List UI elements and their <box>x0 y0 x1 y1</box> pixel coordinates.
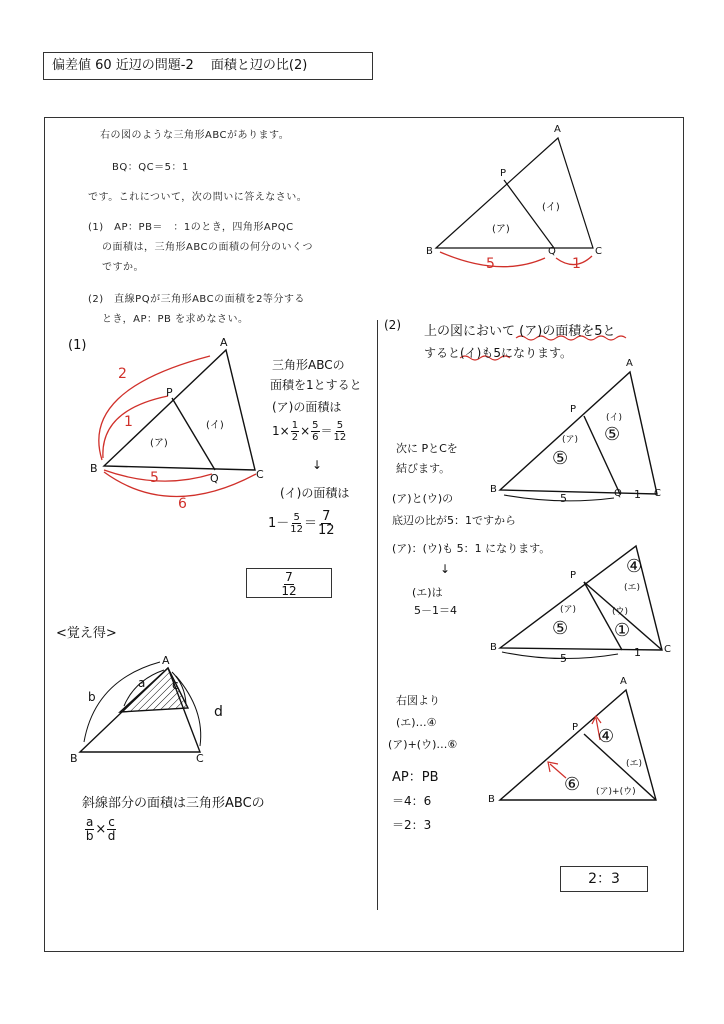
f1-region-i: (イ) <box>606 413 623 423</box>
part2-answer-box: 2：3 <box>560 866 648 892</box>
f2-label-p: P <box>570 570 577 581</box>
top-region-i: (イ) <box>542 202 560 213</box>
part2-fig1-triangle <box>500 372 657 494</box>
f2-bq: 5 <box>560 652 567 665</box>
top-label-q: Q <box>548 246 556 257</box>
memo-label-b: B <box>70 752 78 765</box>
p1-label-b: B <box>90 462 98 475</box>
f1-qc: 1 <box>634 488 641 501</box>
part2-line2: すると(イ)も5になります。 <box>424 346 573 360</box>
top-label-c: C <box>595 246 602 257</box>
p2-note8: 右図より <box>396 694 440 707</box>
memo-label-c: C <box>196 752 204 765</box>
p2-note1: 次に PとCを <box>396 442 458 455</box>
f2-val-u: ① <box>614 620 631 641</box>
top-triangle <box>436 138 593 248</box>
f2-label-c: C <box>664 644 671 655</box>
part2-line1: 上の図において (ア)の面積を5と <box>424 324 616 339</box>
p1-note3: (ア)の面積は <box>272 400 342 414</box>
f3-label-b: B <box>488 794 495 805</box>
p2-note13: ＝2：3 <box>392 818 432 832</box>
frac-5-12b: $\frac{5}{12}$ <box>290 512 304 535</box>
part1-answer-box <box>246 568 332 598</box>
f1-region-a: (ア) <box>562 435 579 445</box>
p2-note2: 結びます。 <box>396 462 451 475</box>
p1-label-q: Q <box>210 472 219 485</box>
p2-note11: AP：PB <box>392 770 439 785</box>
f1-label-p: P <box>570 404 577 415</box>
p2-note7: 5－1＝4 <box>414 604 457 617</box>
p1-label-p: P <box>166 386 173 399</box>
page-title: 偏差値 60 近辺の問題-2 面積と辺の比(2) <box>43 52 373 80</box>
memo-label: <覚え得> <box>56 626 117 641</box>
p1-region-a: (ア) <box>150 438 168 449</box>
memo-c: c <box>172 678 179 692</box>
f1-bq: 5 <box>560 492 567 505</box>
f1-label-a: A <box>626 358 633 369</box>
f2-region-a: (ア) <box>560 605 577 615</box>
p1-bc-value: 6 <box>178 496 187 512</box>
memo-text: 斜線部分の面積は三角形ABCの <box>82 796 265 811</box>
p1-ba-value: 2 <box>118 366 127 382</box>
problem-intro: 右の図のような三角形ABCがあります。 <box>100 130 290 141</box>
p1-note4: (イ)の面積は <box>280 486 350 500</box>
p1-label-c: C <box>256 468 264 481</box>
f2-val-e: ④ <box>626 556 643 577</box>
frac-7-12: $\frac{7}{12}$ <box>318 509 335 538</box>
f2-label-b: B <box>490 642 497 653</box>
p1-calc2: 1－ $\frac{5}{12}$ ＝ $\frac{7}{12}$ <box>268 509 335 538</box>
p1-calc1: 1× $\frac{1}{2}$ × $\frac{5}{6}$ ＝ $\frac{5}{12}$ <box>272 420 347 443</box>
question-2-line1: (2) 直線PQが三角形ABCの面積を2等分する <box>88 294 305 305</box>
brace-bc <box>104 472 256 497</box>
question-1-line3: ですか。 <box>102 262 144 273</box>
frac-1-2: $\frac{1}{2}$ <box>291 420 299 443</box>
top-label-b: B <box>426 246 433 257</box>
p1-label-a: A <box>220 336 228 349</box>
p2-arrow: ↓ <box>440 562 451 576</box>
top-label-a: A <box>554 124 561 135</box>
p1-bp-value: 1 <box>124 414 133 430</box>
f1-label-q: Q <box>614 488 622 499</box>
memo-formula: $\frac{a}{b}$ × $\frac{c}{d}$ <box>85 815 116 843</box>
p2-note3: (ア)と(ウ)の <box>392 492 454 505</box>
part2-label: (2) <box>384 318 401 332</box>
part1-answer: $\frac{7}{12}$ <box>281 570 297 598</box>
f3-val-top: ④ <box>598 726 615 747</box>
memo-label-a: A <box>162 654 170 667</box>
f3-label-p: P <box>572 722 579 733</box>
memo-b: b <box>88 690 96 704</box>
p2-note5: (ア)：(ウ)も 5：1 になります。 <box>392 542 551 555</box>
p1-note2: 面積を1とすると <box>270 378 362 392</box>
p1-arrow: ↓ <box>312 458 323 472</box>
p1-region-i: (イ) <box>206 420 224 431</box>
f3-region: (ア)+(ウ) <box>596 787 636 797</box>
f1-val-i: ⑤ <box>604 424 621 445</box>
f3-val-bot: ⑥ <box>564 774 581 795</box>
p2-note9: (エ)…④ <box>396 716 437 729</box>
f2-region-e: (エ) <box>624 583 641 593</box>
f2-val-a: ⑤ <box>552 618 569 639</box>
f3-label-a: A <box>620 676 627 687</box>
f1-label-b: B <box>490 484 497 495</box>
part1-label: (1) <box>68 338 87 353</box>
frac-5-12: $\frac{5}{12}$ <box>333 420 347 443</box>
p2-note6: (エ)は <box>412 586 443 599</box>
top-label-p: P <box>500 168 507 179</box>
p2-note10: (ア)+(ウ)…⑥ <box>388 738 458 751</box>
f1-label-c: C <box>654 488 661 499</box>
p1-note1: 三角形ABCの <box>272 358 345 372</box>
memo-d: d <box>214 704 223 720</box>
p2-note12: ＝4：6 <box>392 794 432 808</box>
calc1-prefix: 1× <box>272 424 290 438</box>
problem-instruction: です。これについて，次の問いに答えなさい。 <box>88 192 308 203</box>
p2-note4: 底辺の比が5：1ですから <box>392 514 516 527</box>
f1-val-a: ⑤ <box>552 448 569 469</box>
question-1-line1: (1) AP：PB＝ ：1のとき，四角形APQC <box>88 222 294 233</box>
question-2-line2: とき，AP：PB を求めなさい。 <box>102 314 249 325</box>
p1-bq-value: 5 <box>150 470 159 486</box>
problem-ratio: BQ：QC＝5：1 <box>112 162 189 173</box>
top-region-a: (ア) <box>492 224 510 235</box>
f2-region-u: (ウ) <box>612 607 629 617</box>
question-1-line2: の面積は，三角形ABCの面積の何分のいくつ <box>102 242 314 253</box>
top-bq-value: 5 <box>486 256 495 272</box>
frac-5-6: $\frac{5}{6}$ <box>312 420 319 443</box>
f2-qc: 1 <box>634 646 641 659</box>
memo-a: a <box>138 676 146 690</box>
f3-region-e: (エ) <box>626 759 643 769</box>
top-qc-value: 1 <box>572 256 581 272</box>
